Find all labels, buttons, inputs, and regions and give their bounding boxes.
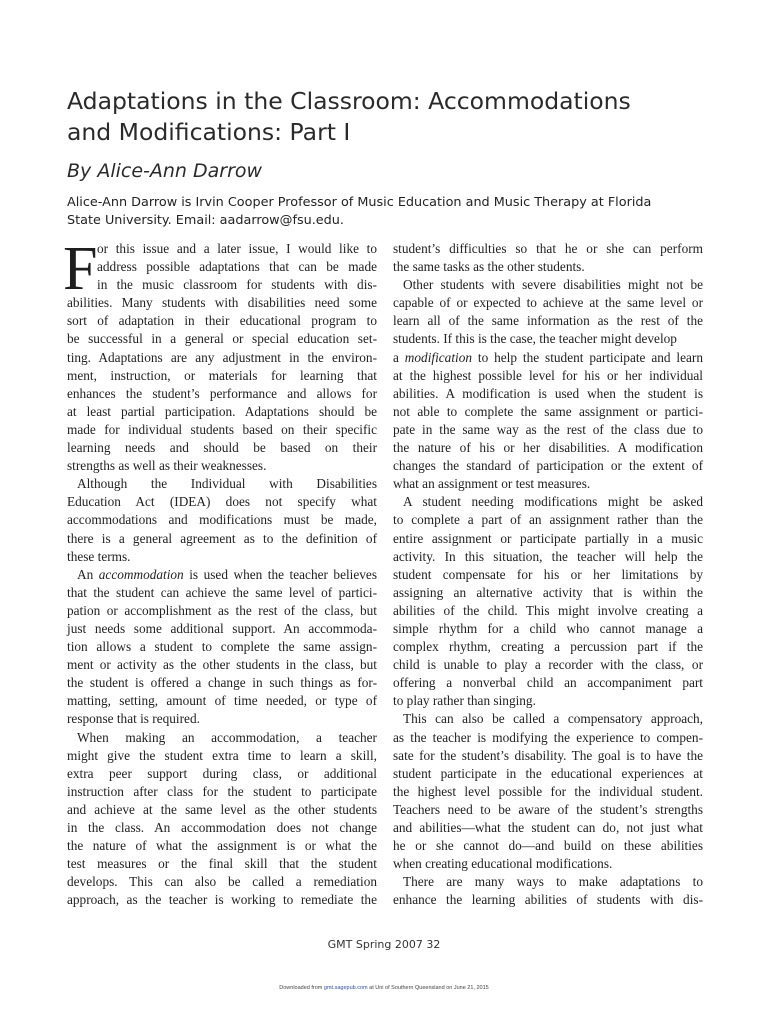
text-line: student’s difficulties so that he or she can perform — [393, 241, 703, 256]
text-line: be successful in a general or special education set- — [67, 331, 377, 347]
text-line: test measures or the final skill that the student — [67, 856, 377, 872]
text-line: develops. This can also be called a remediation — [67, 874, 377, 890]
text-line: sort of adaptation in their educational program to — [67, 313, 377, 329]
author-byline: By Alice-Ann Darrow — [67, 160, 263, 182]
download-notice — [0, 985, 768, 991]
text-line: the nature of his or her disabilities. A modification — [393, 440, 703, 456]
text-line: as the teacher is modifying the experience to compen- — [393, 729, 703, 745]
left-column — [63, 235, 377, 909]
text-line: enhance the learning abilities of students with dis- — [393, 892, 703, 908]
text-line: not able to complete the same assignment or partici- — [393, 403, 703, 419]
text-line: just needs some additional support. An accommoda- — [67, 620, 377, 636]
text-line: to complete a part of an assignment rather than the — [393, 512, 703, 528]
text-line: and achieve at the same level as the other students — [67, 801, 377, 817]
text-line: changes the standard of participation or the extent of — [393, 458, 703, 474]
text-line: simple rhythm for a child who cannot manage a — [393, 620, 703, 636]
text-line: There are many ways to make adaptations to — [403, 874, 703, 890]
text-fragment: to help the student participate and learn — [472, 349, 703, 365]
text-line: Teachers need to be aware of the student’s strengths — [393, 801, 703, 817]
text-line: the highest level possible for the individual student. — [393, 783, 703, 799]
text-line: in the class. An accommodation does not change — [67, 820, 377, 835]
page-footer: GMT Spring 2007 32 — [327, 938, 441, 951]
text-line: the same tasks as the other students. — [393, 259, 585, 275]
text-line: that the student can achieve the same level of partici- — [67, 584, 377, 600]
text-line: capable of or expected to achieve at the same level or — [393, 295, 703, 311]
title-line: and Modifications: Part I — [67, 118, 351, 146]
text-fragment: An — [77, 566, 99, 582]
drop-cap: F — [63, 235, 98, 303]
text-line: matting, setting, amount of time needed, or type of — [67, 693, 377, 709]
author-bio — [67, 194, 707, 230]
text-line: learn all of the same information as the rest of the — [393, 313, 703, 329]
text-line: child is unable to play a recorder with the class, or — [393, 657, 703, 673]
bio-line: State University. Email: aadarrow@fsu.edu. — [67, 213, 344, 228]
text-line: assigning an alternative activity that is within the — [393, 584, 703, 600]
text-line: in the music classroom for students with dis- — [97, 277, 377, 293]
text-line: abilities of the child. This might involve creating a — [393, 602, 703, 618]
text-line: extra peer support during class, or additional — [67, 765, 377, 781]
text-line: A student needing modifications might be asked — [403, 494, 703, 510]
defined-term: accommodation — [98, 566, 184, 582]
text-line: complex rhythm, creating a percussion part if the — [393, 639, 703, 655]
text-line: students. If this is the case, the teacher might develop — [393, 331, 677, 347]
text-line: sate for the student’s disability. The goal is to have the — [393, 747, 703, 763]
text-line: or this issue and a later issue, I would like to — [97, 241, 377, 256]
text-line: Other students with severe disabilities might not be — [403, 277, 703, 293]
text-line: offering a nonverbal child an accompaniment part — [393, 675, 703, 691]
text-line: the student is offered a change in such things as for- — [67, 675, 377, 691]
text-fragment: is used when the teacher believes — [183, 566, 377, 582]
text-line: at least partial participation. Adaptations should be — [67, 403, 377, 419]
text-line: This can also be called a compensatory approach, — [403, 711, 703, 727]
text-line — [393, 349, 703, 367]
text-line: response that is required. — [67, 711, 200, 727]
text-line: there is a general agreement as to the definition of — [67, 530, 377, 546]
text-line: what an assignment or test measures. — [393, 476, 591, 492]
text-line: abilities. Many students with disabilities need some — [67, 295, 377, 311]
download-link[interactable]: gmt.sagepub.com — [323, 985, 368, 991]
text-line: address possible adaptations that can be made — [97, 259, 377, 275]
text-line: learning needs and should be based on their — [67, 440, 377, 456]
text-line: enhances the student’s performance and allows for — [67, 385, 377, 401]
text-line: Although the Individual with Disabilities — [77, 476, 377, 492]
text-line: student participate in the educational experiences at — [393, 765, 703, 781]
text-line: accommodations and modifications must be made, — [67, 512, 377, 528]
text-line: might give the student extra time to learn a skill, — [67, 747, 377, 763]
download-prefix: Downloaded from — [279, 985, 324, 991]
text-line: ment, instruction, or materials for learning that — [67, 367, 377, 383]
text-line: the nature of what the assignment is or what the — [67, 838, 377, 854]
defined-term: modification — [404, 349, 473, 365]
text-line: to play rather than singing. — [393, 693, 536, 709]
text-line: ment or activity as the other students in the class, but — [67, 657, 377, 673]
text-line: when creating educational modifications. — [393, 856, 613, 872]
bio-line: Alice-Ann Darrow is Irvin Cooper Professor of Music Education and Music Therapy at Florida — [67, 195, 652, 210]
text-line: student compensate for his or her limitations by — [393, 566, 703, 582]
text-line: and abilities—what the student can do, not just what — [393, 820, 703, 835]
text-line: entire assignment or participate partially in a music — [393, 530, 703, 546]
download-suffix: at Uni of Southern Queensland on June 21, 2015 — [367, 985, 489, 991]
text-line: ting. Adaptations are any adjustment in the environ- — [67, 349, 377, 365]
text-line: When making an accommodation, a teacher — [77, 729, 377, 745]
title-line: Adaptations in the Classroom: Accommodations — [67, 87, 631, 115]
right-column — [393, 240, 703, 909]
text-line — [67, 566, 377, 584]
text-line: pation or accomplishment as the rest of the class, but — [67, 602, 377, 618]
text-line: strengths as well as their weaknesses. — [67, 458, 267, 474]
article-title — [67, 86, 707, 148]
text-line: abilities. A modification is used when the student is — [393, 385, 703, 401]
text-line: at the highest possible level for his or her individual — [393, 367, 703, 383]
text-line: Education Act (IDEA) does not specify what — [67, 494, 377, 510]
text-line: pate in the same way as the rest of the class due to — [393, 421, 703, 437]
text-fragment: a — [393, 349, 405, 365]
text-line: tion allows a student to complete the same assign- — [67, 639, 377, 655]
text-line: made for individual students based on their specific — [67, 421, 377, 437]
text-line: instruction after class for the student to participate — [67, 783, 377, 799]
text-line: these terms. — [67, 548, 131, 564]
text-line: activity. In this situation, the teacher will help the — [393, 548, 703, 564]
text-line: approach, as the teacher is working to remediate the — [67, 892, 377, 908]
text-line: he or she cannot do—and build on these abilities — [393, 838, 703, 854]
